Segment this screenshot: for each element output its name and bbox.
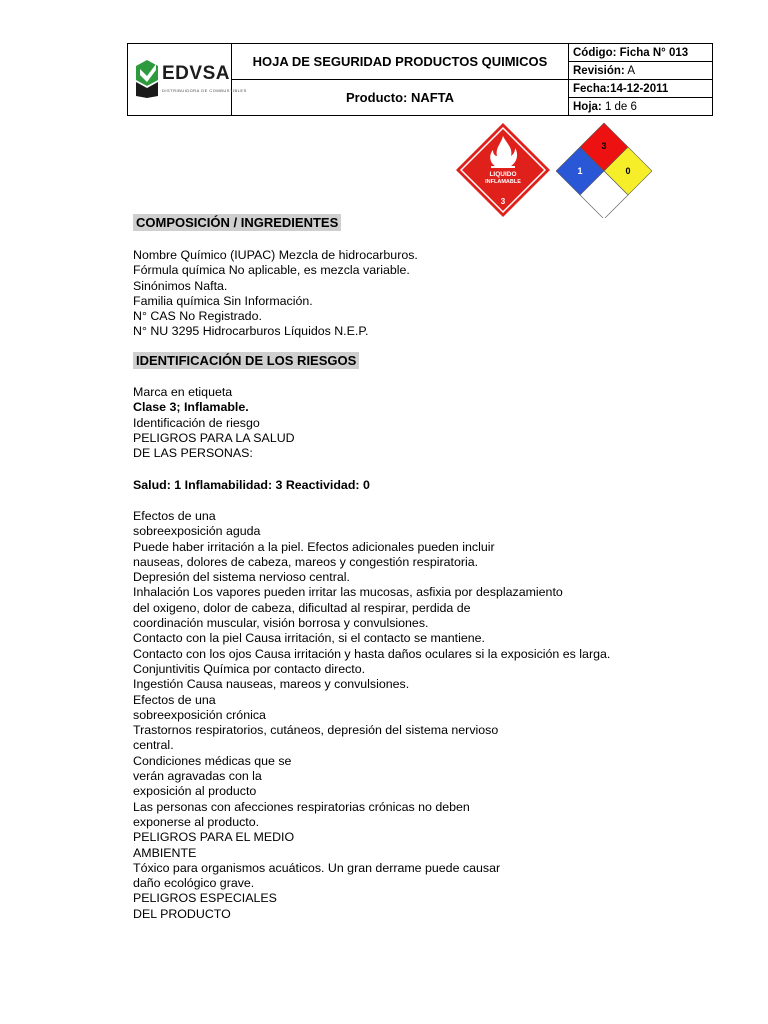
text-line: Efectos de una: [133, 692, 216, 707]
product-name: Producto: NAFTA: [232, 80, 569, 116]
flammable-liquid-placard-icon: [455, 122, 551, 218]
text-line: PELIGROS PARA LA SALUD: [133, 430, 295, 445]
fecha-cell: Fecha:14-12-2011: [569, 80, 713, 98]
hoja-cell: Hoja: 1 de 6: [569, 98, 713, 116]
text-line: DEL PRODUCTO: [133, 906, 231, 921]
text-line: coordinación muscular, visión borrosa y convulsiones.: [133, 616, 429, 631]
nfpa-flammability: 3: [601, 141, 607, 151]
text-line: Conjuntivitis Química por contacto directo.: [133, 661, 366, 676]
text-line: Contacto con la piel Causa irritación, si el contacto se mantiene.: [133, 631, 485, 646]
text-line: Ingestión Causa nauseas, mareos y convulsiones.: [133, 677, 410, 692]
riesgos-intro: [133, 385, 295, 461]
document-title: HOJA DE SEGURIDAD PRODUCTOS QUIMICOS: [232, 44, 569, 80]
text-line: Depresión del sistema nervioso central.: [133, 570, 350, 585]
text-line: exposición al producto: [133, 784, 257, 799]
text-line: central.: [133, 738, 174, 753]
revision-cell: Revisión: A: [569, 62, 713, 80]
codigo-cell: Código: Ficha N° 013: [569, 44, 713, 62]
placard-line2: INFLAMABLE: [485, 179, 521, 185]
text-line: nauseas, dolores de cabeza, mareos y congestión respiratoria.: [133, 554, 479, 569]
text-line: Puede haber irritación a la piel. Efectos adicionales pueden incluir: [133, 539, 495, 554]
nfpa-reactivity: 0: [625, 166, 631, 176]
composicion-body: [133, 248, 418, 340]
riesgos-body: [133, 509, 610, 922]
text-line: Marca en etiqueta: [133, 385, 233, 399]
section-heading-riesgos: IDENTIFICACIÓN DE LOS RIESGOS: [133, 352, 359, 369]
text-line: N° NU 3295 Hidrocarburos Líquidos N.E.P.: [133, 324, 369, 339]
text-line: sobreexposición crónica: [133, 707, 266, 722]
text-line: del oxigeno, dolor de cabeza, dificultad al respirar, perdida de: [133, 600, 471, 615]
text-line: Las personas con afecciones respiratorias crónicas no deben: [133, 799, 470, 814]
text-line: Clase 3; Inflamable.: [133, 400, 249, 415]
text-line: PELIGROS PARA EL MEDIO: [133, 830, 295, 845]
edvsa-logo-icon: [134, 60, 160, 98]
text-line: daño ecológico grave.: [133, 876, 255, 891]
text-line: Sinónimos Nafta.: [133, 278, 228, 293]
text-line: Contacto con los ojos Causa irritación y hasta daños oculares si la exposición es larga.: [133, 646, 611, 661]
text-line: Nombre Químico (IUPAC) Mezcla de hidrocarburos.: [133, 248, 418, 262]
text-line: Identificación de riesgo: [133, 415, 260, 430]
text-line: Fórmula química No aplicable, es mezcla variable.: [133, 263, 410, 278]
text-line: Tóxico para organismos acuáticos. Un gran derrame puede causar: [133, 860, 501, 875]
text-line: Inhalación Los vapores pueden irritar las mucosas, asfixia por desplazamiento: [133, 585, 563, 600]
text-line: sobreexposición aguda: [133, 524, 261, 539]
company-name: EDVSA: [162, 63, 230, 84]
text-line: N° CAS No Registrado.: [133, 309, 262, 324]
nfpa-diamond-icon: [556, 122, 652, 218]
text-line: verán agravadas con la: [133, 769, 262, 784]
hazard-ratings: Salud: 1 Inflamabilidad: 3 Reactividad: 0: [133, 478, 370, 492]
text-line: Trastornos respiratorios, cutáneos, depresión del sistema nervioso: [133, 723, 499, 738]
text-line: PELIGROS ESPECIALES: [133, 891, 277, 906]
text-line: DE LAS PERSONAS:: [133, 446, 253, 461]
text-line: Familia química Sin Información.: [133, 293, 313, 308]
company-subtitle: DISTRIBUIDORA DE COMBUSTIBLES: [162, 88, 247, 93]
placard-line1: LIQUIDO: [489, 171, 517, 178]
text-line: Efectos de una: [133, 509, 216, 523]
section-heading-composicion: COMPOSICIÓN / INGREDIENTES: [133, 214, 341, 231]
logo-cell: [128, 44, 247, 116]
placard-class: 3: [500, 197, 506, 206]
text-line: AMBIENTE: [133, 845, 197, 860]
nfpa-health: 1: [577, 166, 583, 176]
text-line: exponerse al producto.: [133, 814, 260, 829]
document-header: [127, 43, 713, 116]
text-line: Condiciones médicas que se: [133, 753, 292, 768]
